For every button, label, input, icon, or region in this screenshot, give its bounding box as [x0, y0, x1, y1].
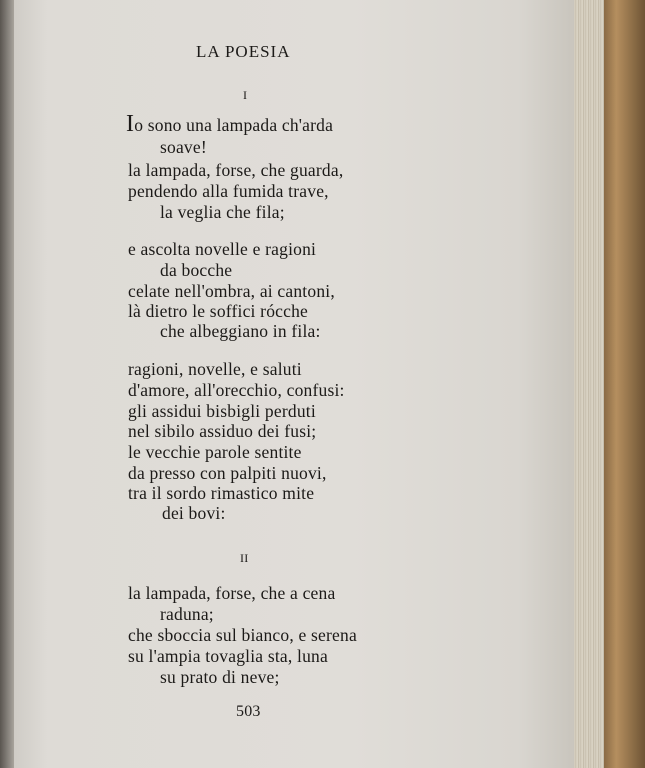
section-numeral-1: I	[243, 88, 248, 102]
poem-line: gli assidui bisbigli perduti	[128, 401, 316, 421]
poem-line: e ascolta novelle e ragioni	[128, 239, 317, 259]
section-numeral-2: II	[240, 551, 249, 565]
poem-line: celate nell'ombra, ai cantoni,	[128, 281, 335, 301]
poem-line: che sboccia sul bianco, e serena	[128, 625, 357, 645]
drop-cap: I	[126, 111, 135, 137]
poem-line: da presso con palpiti nuovi,	[128, 463, 327, 483]
book-cover-edge	[604, 0, 645, 768]
page-number: 503	[236, 703, 261, 720]
poem-line: la lampada, forse, che a cena	[128, 583, 336, 603]
poem-title: LA POESIA	[196, 42, 291, 61]
poem-line: soave!	[160, 137, 207, 157]
poem-line: da bocche	[160, 260, 233, 280]
poem-line: la veglia che fila;	[160, 202, 285, 222]
poem-line: tra il sordo rimastico mite	[128, 483, 315, 503]
first-line-rest: o sono una lampada ch'arda	[134, 115, 334, 135]
poem-line: su l'ampia tovaglia sta, luna	[128, 646, 328, 666]
page-gutter-edge	[0, 0, 14, 768]
poem-line: nel sibilo assiduo dei fusi;	[128, 421, 317, 441]
poem-line: le vecchie parole sentite	[128, 442, 302, 462]
poem-line: su prato di neve;	[160, 667, 280, 687]
poem-line: la lampada, forse, che guarda,	[128, 160, 344, 180]
poem-line: che albeggiano in fila:	[160, 321, 321, 341]
poem-line: là dietro le soffici rócche	[128, 301, 308, 321]
poem-line: raduna;	[160, 604, 214, 624]
poem-line	[126, 112, 333, 136]
poem-line: pendendo alla fumida trave,	[128, 181, 329, 201]
poem-line: ragioni, novelle, e saluti	[128, 359, 302, 379]
poem-line: dei bovi:	[162, 503, 226, 523]
poem-line: d'amore, all'orecchio, confusi:	[128, 380, 345, 400]
